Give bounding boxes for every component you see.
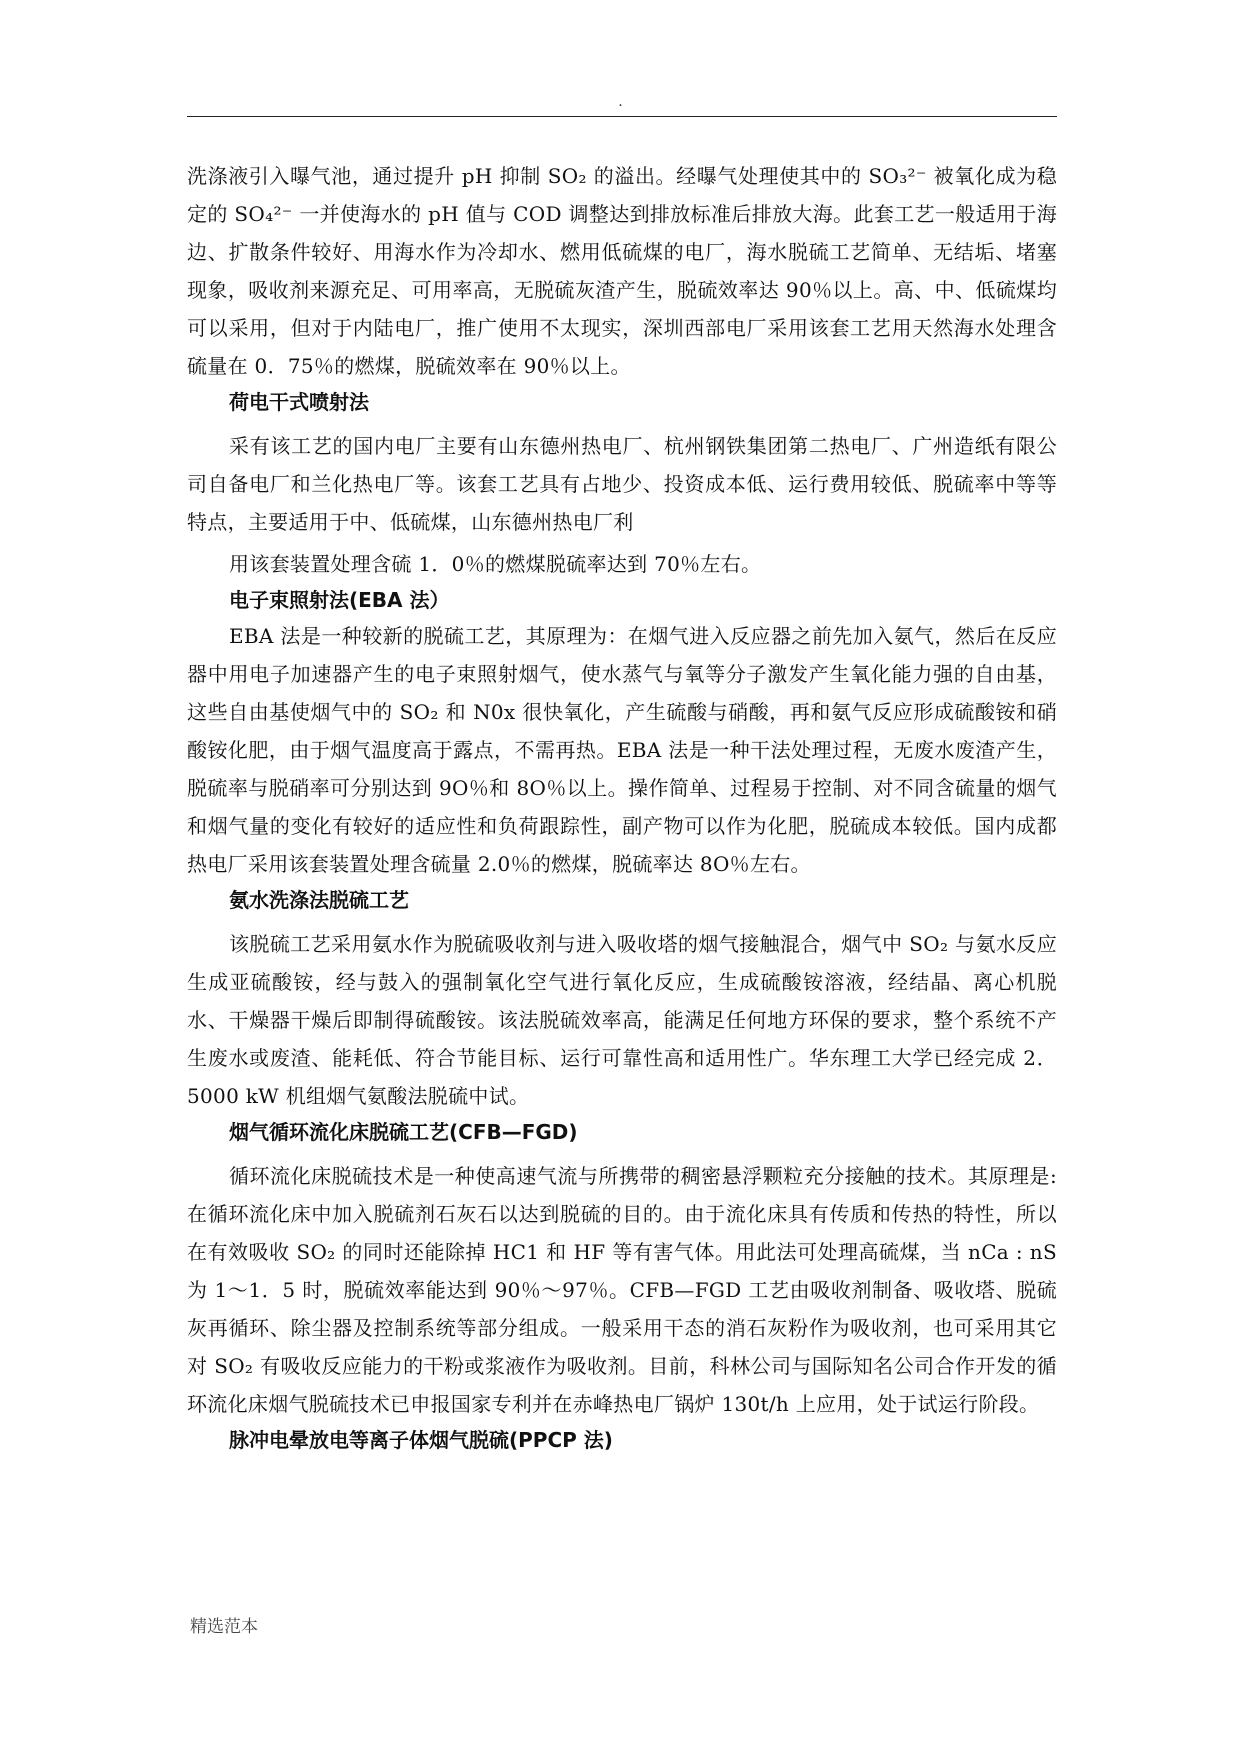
header-rule bbox=[187, 116, 1057, 117]
heading-eba: 电子束照射法(EBA 法） bbox=[229, 588, 450, 612]
paragraph-seawater: 洗涤液引入曝气池，通过提升 pH 抑制 SO₂ 的溢出。经曝气处理使其中的 SO₃²⁻ 被氧化成为稳定的 SO₄²⁻ 一并使海水的 pH 值与 COD 调整达到排放标准后排放大海。此套工艺一般适用于海边、扩散条件较好、用海水作为冷却水、燃用低硫煤的电厂，海水脱硫工艺简单、无结垢、堵塞现象，吸收剂来源充足、可用率高，无脱硫灰渣产生，脱硫效率达 90％以上。高、中、低硫煤均可以采用，但对于内陆电厂，推广使用不太现实，深圳西部电厂采用该套工艺用天然海水处理含硫量在 0．75％的燃煤，脱硫效率在 90％以上。 bbox=[187, 164, 1057, 378]
heading-cfb-fgd: 烟气循环流化床脱硫工艺(CFB—FGD) bbox=[229, 1120, 578, 1144]
paragraph-ammonia-washing: 该脱硫工艺采用氨水作为脱硫吸收剂与进入吸收塔的烟气接触混合，烟气中 SO₂ 与氨水反应生成亚硫酸铵，经与鼓入的强制氧化空气进行氧化反应，生成硫酸铵溶液，经结晶、离心机脱水、干燥器干燥后即制得硫酸铵。该法脱硫效率高，能满足任何地方环保的要求，整个系统不产生废水或废渣、能耗低、符合节能目标、运行可靠性高和适用性广。华东理工大学已经完成 2．5000 kW 机组烟气氨酸法脱硫中试。 bbox=[187, 932, 1057, 1108]
footer-label: 精选范本 bbox=[190, 1617, 258, 1637]
heading-ppcp: 脉冲电晕放电等离子体烟气脱硫(PPCP 法) bbox=[229, 1428, 613, 1452]
header-mark: . bbox=[618, 94, 623, 110]
heading-ammonia-washing: 氨水洗涤法脱硫工艺 bbox=[229, 888, 409, 912]
heading-charged-dry-injection: 荷电干式喷射法 bbox=[229, 390, 369, 414]
paragraph-eba: EBA 法是一种较新的脱硫工艺，其原理为：在烟气进入反应器之前先加入氨气，然后在反应器中用电子加速器产生的电子束照射烟气，使水蒸气与氧等分子激发产生氧化能力强的自由基，这些自由基使烟气中的 SO₂ 和 N0x 很快氧化，产生硫酸与硝酸，再和氨气反应形成硫酸铵和硝酸铵化肥，由于烟气温度高于露点，不需再热。EBA 法是一种干法处理过程，无废水废渣产生，脱硫率与脱硝率可分别达到 9O％和 8O％以上。操作简单、过程易于控制、对不同含硫量的烟气和烟气量的变化有较好的适应性和负荷跟踪性，副产物可以作为化肥，脱硫成本较低。国内成都热电厂采用该套装置处理含硫量 2.0％的燃煤，脱硫率达 8O％左右。 bbox=[187, 624, 1057, 876]
document-body bbox=[187, 157, 1057, 1457]
paragraph-charged-dry-injection-result: 用该套装置处理含硫 1．0％的燃煤脱硫率达到 70％左右。 bbox=[229, 552, 762, 576]
paragraph-cfb-fgd: 循环流化床脱硫技术是一种使高速气流与所携带的稠密悬浮颗粒充分接触的技术。其原理是: 在循环流化床中加入脱硫剂石灰石以达到脱硫的目的。由于流化床具有传质和传热的特性，所以在有效吸收 SO₂ 的同时还能除掉 HC1 和 HF 等有害气体。用此法可处理高硫煤，当 nCa : nS 为 1～1．5 时，脱硫效率能达到 90％～97％。CFB—FGD 工艺由吸收剂制备、吸收塔、脱硫灰再循环、除尘器及控制系统等部分组成。一般采用干态的消石灰粉作为吸收剂，也可采用其它对 SO₂ 有吸收反应能力的干粉或浆液作为吸收剂。目前，科林公司与国际知名公司合作开发的循环流化床烟气脱硫技术已申报国家专利并在赤峰热电厂锅炉 130t/h 上应用，处于试运行阶段。 bbox=[187, 1164, 1057, 1416]
paragraph-charged-dry-injection: 采有该工艺的国内电厂主要有山东德州热电厂、杭州钢铁集团第二热电厂、广州造纸有限公司自备电厂和兰化热电厂等。该套工艺具有占地少、投资成本低、运行费用较低、脱硫率中等等特点，主要适用于中、低硫煤，山东德州热电厂利 bbox=[187, 434, 1057, 534]
